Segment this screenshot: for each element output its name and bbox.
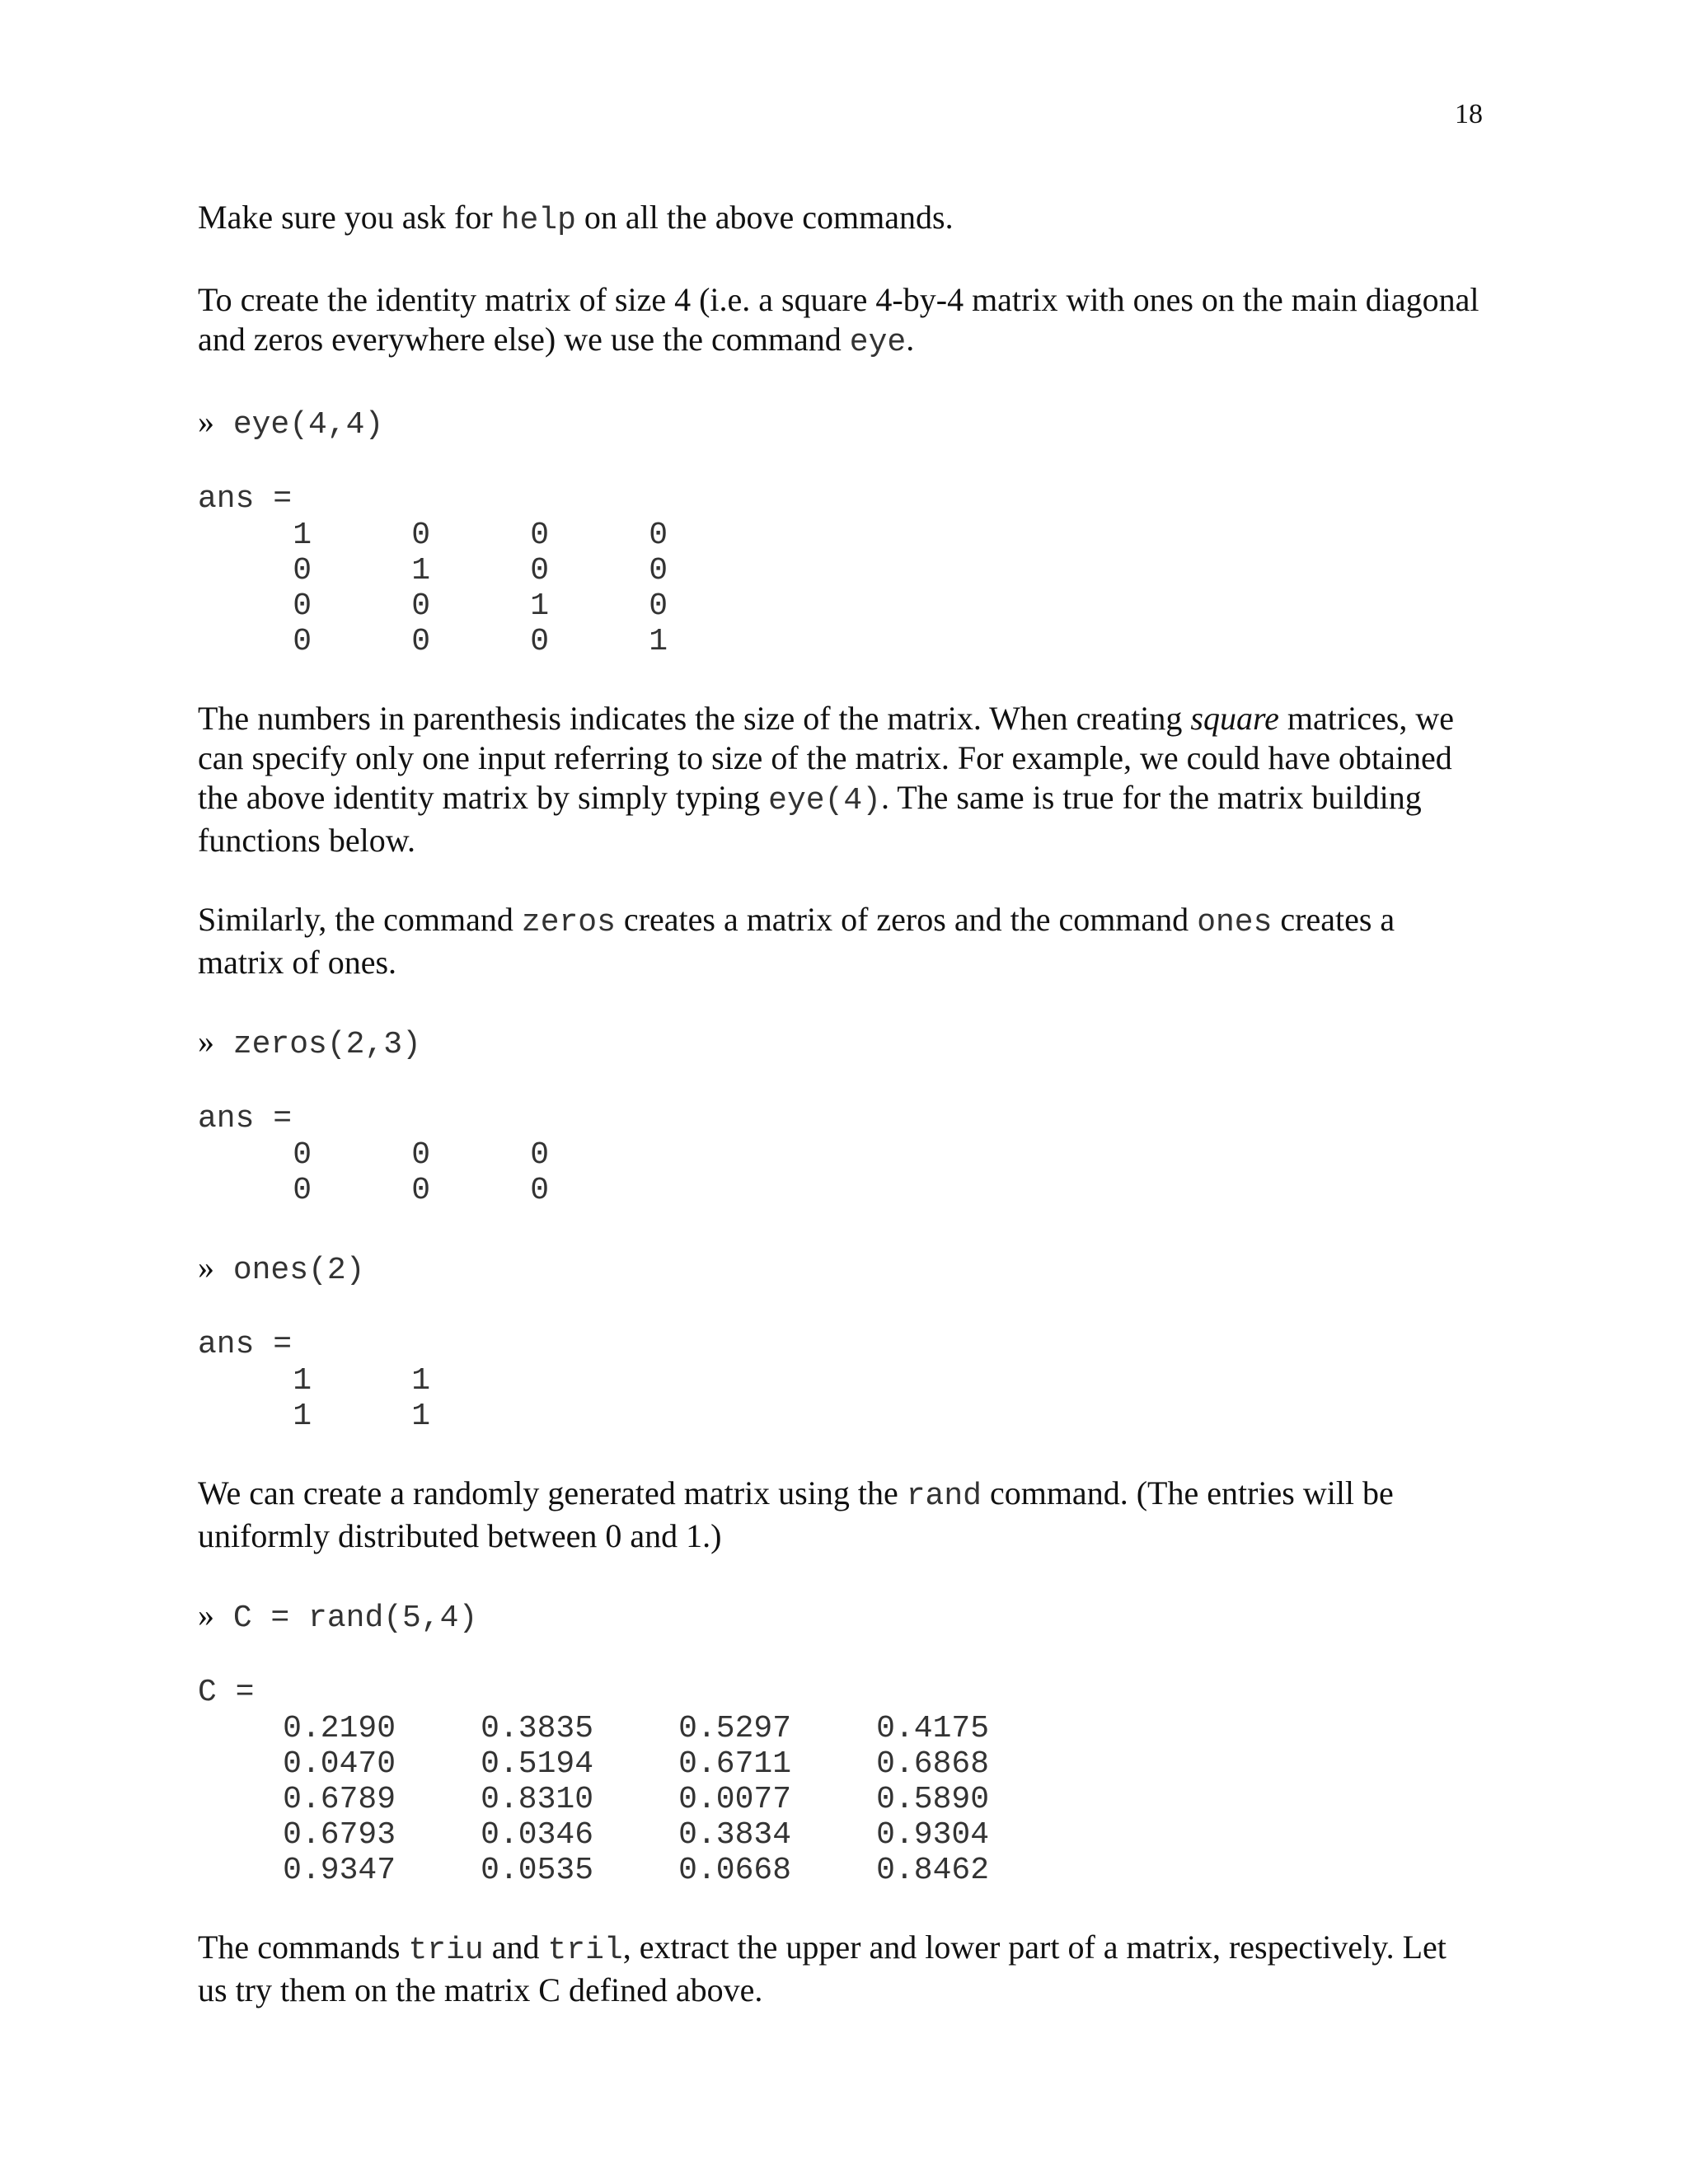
inline-code-rand: rand xyxy=(906,1479,982,1514)
command-eye xyxy=(198,402,1492,445)
text: We can create a randomly generated matrix using the xyxy=(198,1474,907,1511)
matrix-cell: 0.2190 xyxy=(283,1711,396,1746)
paragraph-triu-tril xyxy=(198,1928,1492,2010)
text: To create the identity matrix of size 4 (i.e. a square 4-by-4 matrix with ones on the main diagonal xyxy=(198,281,1479,318)
matrix-cell: 0 xyxy=(411,624,430,659)
matrix-cell: 1 xyxy=(411,553,430,588)
text: . The same is true for the matrix building xyxy=(880,779,1422,816)
matrix-cell: 0.0668 xyxy=(678,1853,791,1888)
matrix-row xyxy=(198,1711,1492,1746)
text: can specify only one input referring to size of the matrix. For example, we could have obtained xyxy=(198,739,1452,776)
matrix-ones xyxy=(198,1363,1492,1434)
matrix-cell: 0.6868 xyxy=(876,1746,989,1782)
matrix-cell: 0 xyxy=(530,1137,549,1173)
matrix-row xyxy=(198,588,1492,624)
matrix-row xyxy=(198,1782,1492,1817)
matrix-cell: 0.3834 xyxy=(678,1817,791,1853)
text: , extract the upper and lower part of a matrix, respectively. Let xyxy=(622,1929,1447,1966)
text: uniformly distributed between 0 and 1.) xyxy=(198,1517,722,1554)
matrix-row xyxy=(198,1363,1492,1399)
paragraph-rand xyxy=(198,1474,1492,1556)
text: matrices, we xyxy=(1278,700,1454,737)
text: Make sure you ask for xyxy=(198,199,501,236)
matrix-cell: 0.8310 xyxy=(481,1782,593,1817)
document-body xyxy=(198,198,1492,2010)
prompt-symbol: » xyxy=(198,1249,214,1286)
matrix-cell: 0.6793 xyxy=(283,1817,396,1853)
matrix-cell: 1 xyxy=(530,588,549,624)
text: The numbers in parenthesis indicates the size of the matrix. When creating xyxy=(198,700,1191,737)
text: . xyxy=(906,321,915,358)
command-text: eye(4,4) xyxy=(232,407,384,443)
prompt-symbol: » xyxy=(198,1596,214,1633)
matrix-cell: 0.4175 xyxy=(876,1711,989,1746)
matrix-cell: 0.9347 xyxy=(283,1853,396,1888)
matrix-row xyxy=(198,1853,1492,1888)
text: on all the above commands. xyxy=(575,199,954,236)
matrix-cell: 0 xyxy=(411,518,430,553)
matrix-cell: 0.9304 xyxy=(876,1817,989,1853)
command-text: C = rand(5,4) xyxy=(232,1601,478,1636)
text: and zeros everywhere else) we use the command xyxy=(198,321,850,358)
inline-code-zeros: zeros xyxy=(521,905,616,940)
command-zeros xyxy=(198,1022,1492,1065)
matrix-cell: 0.0470 xyxy=(283,1746,396,1782)
matrix-cell: 0 xyxy=(411,1137,430,1173)
matrix-cell: 0.5890 xyxy=(876,1782,989,1817)
matrix-cell: 0.8462 xyxy=(876,1853,989,1888)
paragraph-help xyxy=(198,198,1492,241)
matrix-row xyxy=(198,1137,1492,1173)
matrix-cell: 1 xyxy=(411,1399,430,1434)
prompt-symbol: » xyxy=(198,403,214,440)
command-text: zeros(2,3) xyxy=(232,1027,421,1062)
text: Similarly, the command xyxy=(198,901,522,938)
matrix-row xyxy=(198,624,1492,659)
matrix-cell: 0.0346 xyxy=(481,1817,593,1853)
matrix-cell: 0.3835 xyxy=(481,1711,593,1746)
text: us try them on the matrix C defined above. xyxy=(198,1971,763,2008)
command-ones xyxy=(198,1248,1492,1291)
prompt-symbol: » xyxy=(198,1023,214,1060)
ans-label-zeros: ans = xyxy=(198,1101,293,1137)
matrix-cell: 0 xyxy=(649,588,668,624)
matrix-row xyxy=(198,1173,1492,1208)
matrix-row xyxy=(198,1817,1492,1853)
paragraph-size xyxy=(198,699,1492,860)
matrix-cell: 0 xyxy=(530,624,549,659)
ans-label-eye: ans = xyxy=(198,481,293,517)
paragraph-zeros-ones xyxy=(198,900,1492,982)
matrix-zeros xyxy=(198,1137,1492,1208)
matrix-rand xyxy=(198,1711,1492,1888)
inline-code-eye4: eye(4) xyxy=(768,783,881,818)
matrix-cell: 0.6711 xyxy=(678,1746,791,1782)
text: and xyxy=(483,1929,548,1966)
text: The commands xyxy=(198,1929,409,1966)
matrix-cell: 0.5194 xyxy=(481,1746,593,1782)
matrix-cell: 1 xyxy=(293,1363,312,1399)
paragraph-identity xyxy=(198,280,1492,363)
matrix-cell: 0.0077 xyxy=(678,1782,791,1817)
matrix-cell: 0 xyxy=(530,553,549,588)
command-text: ones(2) xyxy=(232,1253,365,1288)
matrix-cell: 0.0535 xyxy=(481,1853,593,1888)
matrix-cell: 0 xyxy=(293,553,312,588)
matrix-row xyxy=(198,1399,1492,1434)
matrix-cell: 0 xyxy=(530,518,549,553)
matrix-cell: 0 xyxy=(293,1137,312,1173)
inline-code-tril: tril xyxy=(547,1933,623,1968)
emphasis-square: square xyxy=(1190,700,1279,737)
matrix-cell: 0 xyxy=(530,1173,549,1208)
matrix-row xyxy=(198,1746,1492,1782)
matrix-cell: 0 xyxy=(649,518,668,553)
matrix-cell: 0.5297 xyxy=(678,1711,791,1746)
inline-code-help: help xyxy=(500,203,576,238)
command-rand xyxy=(198,1596,1492,1638)
matrix-eye xyxy=(198,518,1492,659)
matrix-cell: 0 xyxy=(411,1173,430,1208)
matrix-cell: 1 xyxy=(411,1363,430,1399)
matrix-cell: 1 xyxy=(649,624,668,659)
text: creates a matrix of zeros and the command xyxy=(615,901,1198,938)
text: functions below. xyxy=(198,822,416,859)
inline-code-ones: ones xyxy=(1197,905,1273,940)
ans-label-ones: ans = xyxy=(198,1327,293,1362)
matrix-cell: 1 xyxy=(293,1399,312,1434)
matrix-row xyxy=(198,518,1492,553)
matrix-cell: 0 xyxy=(293,588,312,624)
ans-label-rand: C = xyxy=(198,1675,255,1710)
inline-code-triu: triu xyxy=(408,1933,484,1968)
text: matrix of ones. xyxy=(198,944,397,981)
page-number: 18 xyxy=(1455,99,1483,129)
text: creates a xyxy=(1272,901,1395,938)
matrix-row xyxy=(198,553,1492,588)
matrix-cell: 0 xyxy=(293,624,312,659)
matrix-cell: 0.6789 xyxy=(283,1782,396,1817)
matrix-cell: 0 xyxy=(649,553,668,588)
text: command. (The entries will be xyxy=(981,1474,1394,1511)
matrix-cell: 0 xyxy=(293,1173,312,1208)
matrix-cell: 1 xyxy=(293,518,312,553)
matrix-cell: 0 xyxy=(411,588,430,624)
text: the above identity matrix by simply typing xyxy=(198,779,769,816)
inline-code-eye: eye xyxy=(849,325,907,360)
